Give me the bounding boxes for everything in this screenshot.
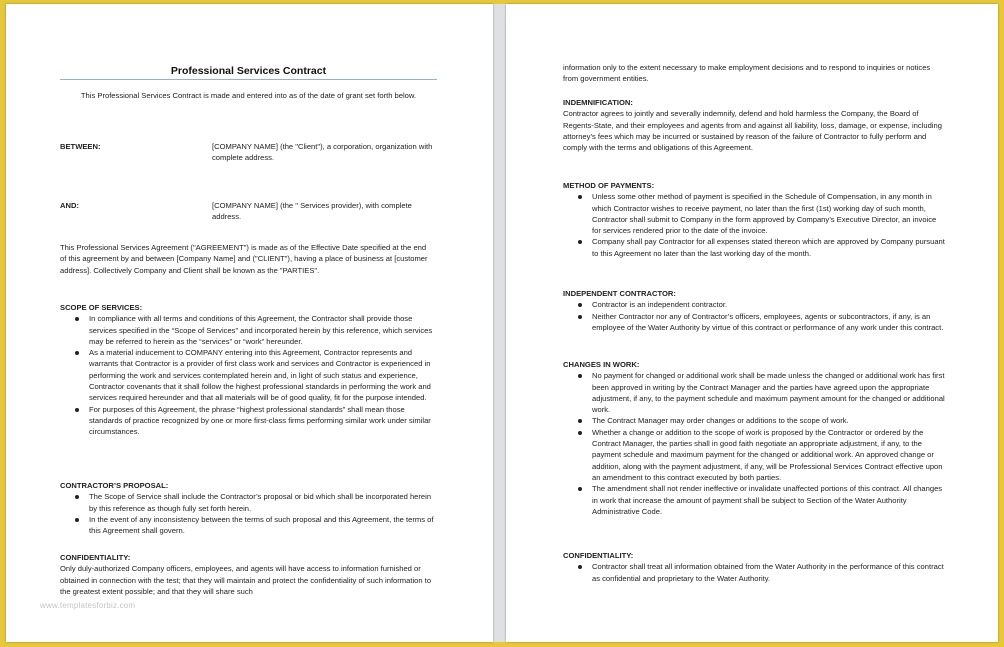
- document-viewer[interactable]: [6, 4, 998, 642]
- bullet-icon: [578, 315, 582, 319]
- bullet-icon: [578, 303, 582, 307]
- list-item: As a material inducement to COMPANY entering into this Agreement, Contractor represents and warrants that Contractor is a provider of first class work and services and Contractor is experienced in performing the work and services contemplated herein and, in light of such status and experience, Contractor covenants that it shall follow the highest professional standards in performing the work and services required hereunder and that all materials will be of good quality, fit for the purpose intended.: [60, 347, 440, 403]
- changes-heading: CHANGES IN WORK:: [563, 360, 640, 369]
- list-item: The Scope of Service shall include the Contractor’s proposal or bid which shall be incorporated herein by this reference as though fully set forth herein.: [60, 491, 440, 514]
- bullet-icon: [578, 195, 582, 199]
- and-label: AND:: [60, 201, 79, 210]
- intro-paragraph: This Professional Services Contract is made and entered into as of the date of grant set forth below.: [80, 91, 417, 100]
- payments-list: [563, 191, 945, 259]
- bullet-icon: [578, 431, 582, 435]
- list-item: The Contract Manager may order changes or additions to the scope of work.: [563, 415, 945, 426]
- list-item: Contractor is an independent contractor.: [563, 299, 945, 310]
- confidentiality-heading: CONFIDENTIALITY:: [60, 553, 131, 562]
- confidentiality-list: [563, 561, 945, 584]
- bullet-icon: [578, 565, 582, 569]
- confidentiality-heading-2: CONFIDENTIALITY:: [563, 551, 634, 560]
- bullet-icon: [75, 351, 79, 355]
- list-item: No payment for changed or additional work shall be made unless the changed or additional work has first been approved in writing by the Contract Manager and the parties have agreed upon the appropriate adjustment, if any, to the payment schedule and maximum payment amount for the changed or additional work.: [563, 370, 945, 415]
- scope-section: [60, 302, 440, 438]
- independent-section: [563, 288, 945, 333]
- confidentiality-section: [60, 552, 440, 597]
- bullet-icon: [578, 240, 582, 244]
- scope-list: [60, 313, 440, 437]
- changes-list: [563, 370, 945, 517]
- list-item: In compliance with all terms and conditions of this Agreement, the Contractor shall provide those services specified in the “Scope of Services” and incorporated herein by this reference, which services may be referred to herein as the “services” or “work” hereunder.: [60, 313, 440, 347]
- bullet-icon: [75, 518, 79, 522]
- bullet-icon: [578, 487, 582, 491]
- title-underline: [60, 79, 437, 80]
- payments-heading: METHOD OF PAYMENTS:: [563, 181, 655, 190]
- bullet-icon: [578, 419, 582, 423]
- document-page-1: [6, 4, 493, 642]
- bullet-icon: [75, 317, 79, 321]
- confidentiality-section-2: [563, 550, 945, 584]
- agreement-paragraph: This Professional Services Agreement ("AGREEMENT") is made as of the Effective Date specified at the end of this agreement by and between [Company Name] and ("CLIENT"), having a place of business at [customer address]. Collectively Company and Client shall be known as the "PARTIES".: [60, 243, 428, 275]
- confidentiality-text: Only duly-authorized Company officers, employees, and agents will have access to information furnished or obtained in connection with the test; that they will maintain and protect the confidentiality of such information to the greatest extent possible; and that they will share such: [60, 564, 432, 596]
- proposal-heading: CONTRACTOR’S PROPOSAL:: [60, 481, 169, 490]
- scope-heading: SCOPE OF SERVICES:: [60, 303, 143, 312]
- document-title: Professional Services Contract: [170, 65, 327, 77]
- list-item: In the event of any inconsistency between the terms of such proposal and this Agreement, the terms of this Agreement shall govern.: [60, 514, 440, 537]
- indemnification-section: [563, 97, 945, 153]
- list-item: Neither Contractor nor any of Contractor’s officers, employees, agents or subcontractors, if any, is an employee of the Water Authority by virtue of this contract or performance of any work under this contract.: [563, 311, 945, 334]
- between-label: BETWEEN:: [60, 142, 101, 151]
- list-item: For purposes of this Agreement, the phrase “highest professional standards” shall mean those standards of practice recognized by one or more first-class firms performing similar work under similar circumstances.: [60, 404, 440, 438]
- list-item: Whether a change or addition to the scope of work is proposed by the Contractor or ordered by the Contract Manager, the parties shall in good faith negotiate an appropriate adjustment, if any, to the payment schedule and maximum payment for the changed or additional work. An approved change or addition, along with the payment adjustment, if any, will be Professional Services Contract effective upon an amendment to this contract executed by both parties.: [563, 427, 945, 483]
- between-text: [COMPANY NAME] (the "Client"), a corporation, organization with complete address.: [212, 142, 433, 163]
- bullet-icon: [75, 495, 79, 499]
- watermark-text: www.templatesforbiz.com: [40, 601, 136, 610]
- bullet-icon: [75, 408, 79, 412]
- list-item: Contractor shall treat all information obtained from the Water Authority in the performance of this contract as confidential and proprietary to the Water Authority.: [563, 561, 945, 584]
- proposal-section: [60, 480, 440, 536]
- list-item: Unless some other method of payment is specified in the Schedule of Compensation, in any month in which Contractor wishes to receive payment, no later than the first (1st) working day of such month, Contractor shall submit to Company in the form approved by Company’s Executive Director, an invoice for services rendered prior to the date of the invoice.: [563, 191, 945, 236]
- and-text: [COMPANY NAME] (the " Services provider), with complete address.: [212, 201, 412, 222]
- independent-heading: INDEPENDENT CONTRACTOR:: [563, 289, 676, 298]
- proposal-list: [60, 491, 440, 536]
- continuation-paragraph: information only to the extent necessary to make employment decisions and to respond to inquiries or notices from government entities.: [563, 63, 931, 84]
- changes-section: [563, 359, 945, 517]
- indemnification-text: Contractor agrees to jointly and severally indemnify, defend and hold harmless the Company, the Board of Regents-State, and their employees and agents from and against all liability, loss, damage, or expense, including attorney’s fees which may be incurred or sustained by reason of the failure of Contractor to fully perform and comply with the terms and obligations of this Agreement.: [563, 109, 942, 153]
- list-item: Company shall pay Contractor for all expenses stated thereon which are approved by Company pursuant to this Agreement no later than the last working day of the month.: [563, 236, 945, 259]
- list-item: The amendment shall not render ineffective or invalidate unaffected portions of this contract. All changes in work that increase the amount of payment shall be subject to Section of the Water Authority Administrative Code.: [563, 483, 945, 517]
- payments-section: [563, 180, 945, 259]
- bullet-icon: [578, 374, 582, 378]
- indemnification-heading: INDEMNIFICATION:: [563, 98, 633, 107]
- independent-list: [563, 299, 945, 333]
- document-page-2: [506, 4, 998, 642]
